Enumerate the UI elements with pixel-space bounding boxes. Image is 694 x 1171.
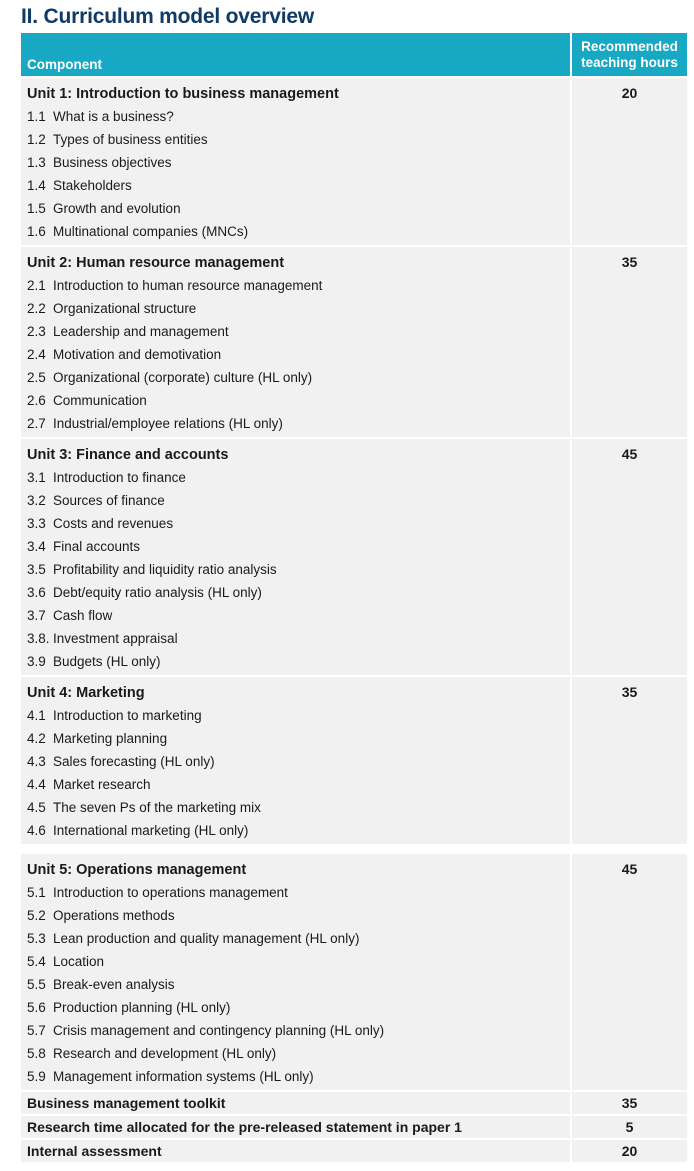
topic-item: 1.6 Multinational companies (MNCs) (27, 224, 249, 239)
header-hours-line1: Recommended (581, 38, 678, 54)
topic-item: 5.4 Location (27, 954, 105, 969)
topic-item: 3.2 Sources of finance (27, 493, 165, 508)
unit-title: Unit 2: Human resource management (27, 255, 285, 271)
unit-hours: 35 (570, 677, 687, 844)
research-time-row (21, 1116, 687, 1138)
topic-item: 4.3 Sales forecasting (HL only) (27, 754, 215, 769)
row-hours: 35 (570, 1092, 687, 1114)
topic-item: 5.6 Production planning (HL only) (27, 1000, 231, 1015)
section-gap (21, 844, 687, 852)
row-hours: 5 (570, 1116, 687, 1138)
curriculum-table (21, 33, 687, 1162)
page-title: II. Curriculum model overview (21, 5, 314, 28)
topic-item: 2.2 Organizational structure (27, 301, 197, 316)
unit-title: Unit 1: Introduction to business management (27, 86, 339, 102)
topic-item: 3.8. Investment appraisal (27, 631, 178, 646)
header-hours-line2: teaching hours (581, 54, 678, 70)
topic-item: 1.1 What is a business? (27, 109, 174, 124)
topic-item: 2.1 Introduction to human resource management (27, 278, 323, 293)
unit-3-row (21, 439, 687, 675)
topic-item: 4.5 The seven Ps of the marketing mix (27, 800, 261, 815)
topic-item: 5.2 Operations methods (27, 908, 175, 923)
header-hours (570, 33, 687, 76)
unit-hours: 20 (570, 78, 687, 245)
table-header (21, 33, 687, 76)
unit-title: Unit 5: Operations management (27, 862, 247, 878)
topic-item: 5.3 Lean production and quality management (HL only) (27, 931, 360, 946)
topic-item: 3.7 Cash flow (27, 608, 113, 623)
topic-item: 1.4 Stakeholders (27, 178, 132, 193)
topic-item: 3.9 Budgets (HL only) (27, 654, 161, 669)
unit-2-row (21, 247, 687, 437)
topic-item: 5.5 Break-even analysis (27, 977, 175, 992)
internal-assessment-row (21, 1140, 687, 1162)
topic-item: 4.4 Market research (27, 777, 151, 792)
topic-item: 4.6 International marketing (HL only) (27, 823, 249, 838)
topic-item: 4.2 Marketing planning (27, 731, 168, 746)
unit-hours: 45 (570, 439, 687, 675)
unit-title: Unit 3: Finance and accounts (27, 447, 229, 463)
unit-hours: 35 (570, 247, 687, 437)
row-label: Internal assessment (27, 1143, 162, 1159)
topic-item: 3.5 Profitability and liquidity ratio analysis (27, 562, 277, 577)
topic-item: 2.4 Motivation and demotivation (27, 347, 222, 362)
unit-title: Unit 4: Marketing (27, 685, 145, 701)
topic-item: 1.3 Business objectives (27, 155, 172, 170)
topic-item: 5.8 Research and development (HL only) (27, 1046, 277, 1061)
header-component: Component (27, 57, 102, 72)
unit-5-row (21, 854, 687, 1090)
topic-item: 3.4 Final accounts (27, 539, 141, 554)
topic-item: 5.1 Introduction to operations management (27, 885, 288, 900)
topic-item: 3.3 Costs and revenues (27, 516, 174, 531)
topic-item: 2.3 Leadership and management (27, 324, 229, 339)
unit-hours: 45 (570, 854, 687, 1090)
topic-item: 3.1 Introduction to finance (27, 470, 186, 485)
topic-item: 1.5 Growth and evolution (27, 201, 181, 216)
topic-item: 1.2 Types of business entities (27, 132, 208, 147)
unit-4-row (21, 677, 687, 844)
unit-1-row (21, 78, 687, 245)
topic-item: 2.7 Industrial/employee relations (HL only) (27, 416, 283, 431)
topic-item: 3.6 Debt/equity ratio analysis (HL only) (27, 585, 262, 600)
row-hours: 20 (570, 1140, 687, 1162)
toolkit-row (21, 1092, 687, 1114)
topic-item: 4.1 Introduction to marketing (27, 708, 202, 723)
row-label: Business management toolkit (27, 1095, 226, 1111)
topic-item: 5.7 Crisis management and contingency planning (HL only) (27, 1023, 385, 1038)
topic-item: 5.9 Management information systems (HL only) (27, 1069, 314, 1084)
row-label: Research time allocated for the pre-released statement in paper 1 (27, 1119, 462, 1135)
topic-item: 2.6 Communication (27, 393, 147, 408)
topic-item: 2.5 Organizational (corporate) culture (HL only) (27, 370, 313, 385)
